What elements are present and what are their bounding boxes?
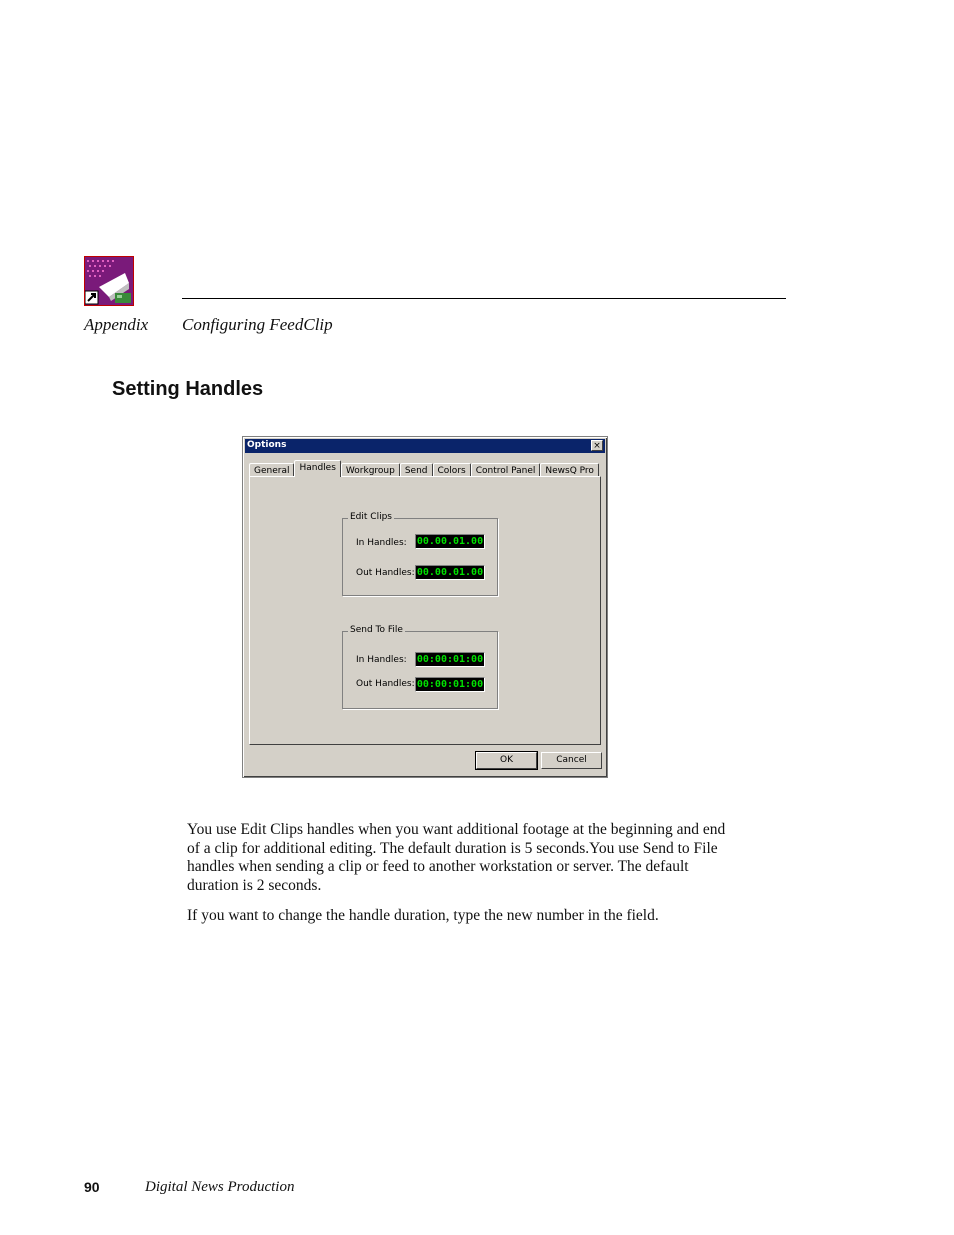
send-to-file-group: [342, 625, 498, 709]
dialog-title: Options: [247, 440, 287, 450]
tab-handles[interactable]: Handles: [294, 460, 340, 477]
cancel-button[interactable]: Cancel: [541, 752, 602, 769]
send-to-file-out-label: Out Handles:: [356, 679, 415, 689]
edit-clips-out-handles-field[interactable]: 00.00.01.00: [416, 567, 484, 578]
tab-colors[interactable]: Colors: [433, 463, 471, 477]
header-rule: [182, 298, 786, 299]
options-dialog: [242, 436, 608, 778]
tab-general[interactable]: General: [249, 463, 294, 477]
feedclip-app-icon: [84, 256, 134, 306]
dialog-titlebar[interactable]: [245, 439, 605, 453]
edit-clips-in-handles-field[interactable]: 00.00.01.00: [416, 536, 484, 547]
handles-tab-page: [249, 476, 601, 745]
edit-clips-group-label: Edit Clips: [350, 512, 392, 522]
edit-clips-out-label: Out Handles:: [356, 568, 415, 578]
running-head-section: Appendix: [84, 315, 149, 334]
tab-newsq-pro[interactable]: NewsQ Pro: [540, 463, 599, 477]
edit-clips-group: [342, 512, 498, 596]
tab-strip: [249, 461, 599, 477]
close-icon[interactable]: ×: [591, 440, 603, 451]
send-to-file-in-label: In Handles:: [356, 655, 407, 665]
tab-control-panel[interactable]: Control Panel: [471, 463, 541, 477]
send-to-file-in-handles-field[interactable]: 00:00:01:00: [416, 654, 484, 665]
section-title: Setting Handles: [112, 378, 264, 400]
send-to-file-group-label: Send To File: [350, 625, 403, 635]
book-title: Digital News Production: [145, 1179, 295, 1195]
ok-button[interactable]: OK: [476, 752, 537, 769]
running-head-chapter: Configuring FeedClip: [182, 315, 333, 334]
send-to-file-out-handles-field[interactable]: 00:00:01:00: [416, 679, 484, 690]
paragraph-change-duration: If you want to change the handle duration, type the new number in the field.: [187, 907, 659, 924]
edit-clips-in-label: In Handles:: [356, 538, 407, 548]
tab-send[interactable]: Send: [400, 463, 433, 477]
paragraph-handles-description: You use Edit Clips handles when you want additional footage at the beginning and end of a clip for additional editing. The default duration is 5 seconds.You use Send to File handles when sending a clip or feed to another workstation or server. The default duration is 2 seconds.: [187, 821, 726, 894]
tab-workgroup[interactable]: Workgroup: [341, 463, 400, 477]
page-number: 90: [84, 1179, 100, 1195]
